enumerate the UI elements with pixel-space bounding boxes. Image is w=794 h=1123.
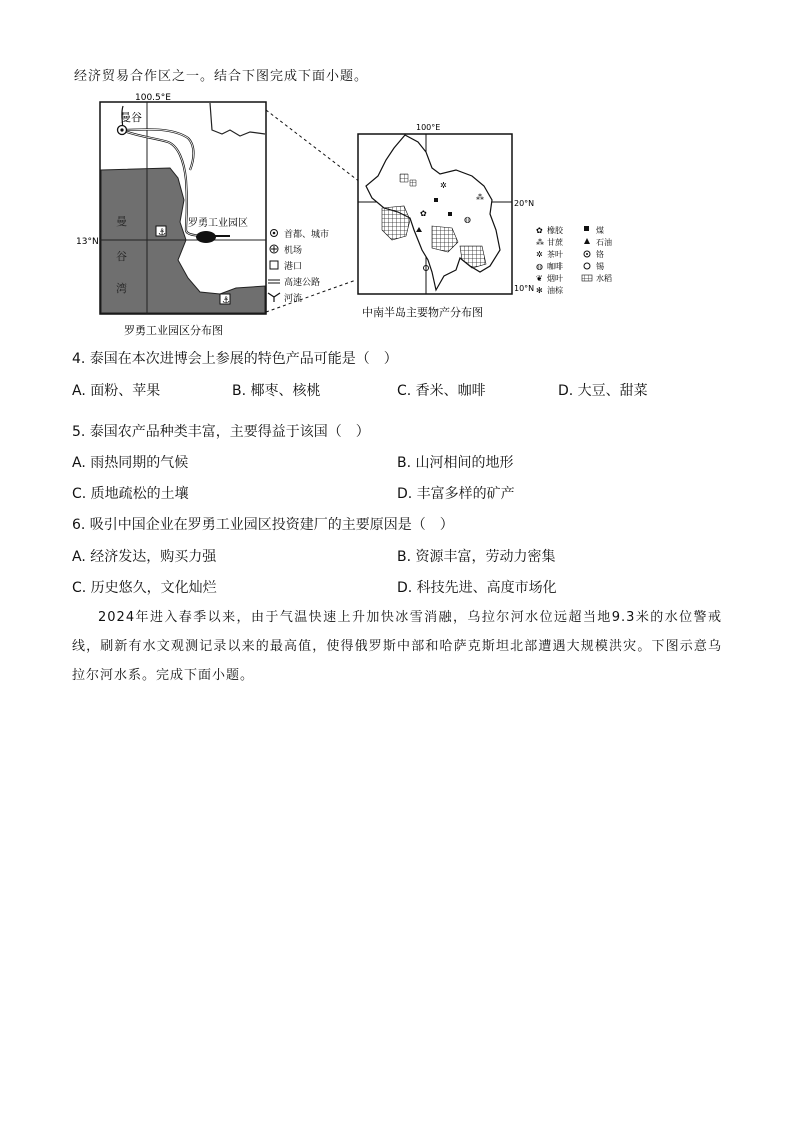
port-anchor-glyph: ⚓ <box>158 228 167 238</box>
question-5-option-b[interactable]: B. 山河相间的地形 <box>397 455 514 471</box>
coal-icon <box>448 212 452 216</box>
legend-label: 机场 <box>284 246 303 256</box>
question-5-option-c[interactable]: C. 质地疏松的土壤 <box>72 486 189 502</box>
legend-label: 橡胶 <box>547 226 563 235</box>
right-map <box>358 123 612 319</box>
legend-label: 甘蔗 <box>547 238 563 247</box>
sugarcane-icon: ⁂ <box>476 193 484 202</box>
question-6-option-a[interactable]: A. 经济发达，购买力强 <box>72 549 217 565</box>
tea-icon: ✲ <box>440 181 447 190</box>
coal-icon <box>434 198 438 202</box>
tea-icon: ✲ <box>536 250 543 259</box>
rice-icon <box>582 275 592 281</box>
question-6-option-d[interactable]: D. 科技先进、高度市场化 <box>397 580 557 596</box>
tobacco-icon: ❦ <box>536 274 543 283</box>
connector-line <box>266 110 360 182</box>
question-4-option-a[interactable]: A. 面粉、苹果 <box>72 383 161 399</box>
lat-label-bottom: 10°N <box>514 284 535 293</box>
legend-label: 高速公路 <box>284 278 321 288</box>
sugarcane-icon: ⁂ <box>536 238 544 247</box>
legend-label: 铬 <box>596 250 604 259</box>
question-4-option-b[interactable]: B. 椰枣、核桃 <box>232 383 321 399</box>
bangkok-city-dot <box>120 128 123 131</box>
lon-label: 100.5°E <box>135 93 171 103</box>
rubber-icon: ✿ <box>536 226 543 235</box>
legend-label: 港口 <box>284 262 303 272</box>
river-icon <box>268 293 280 302</box>
lat-label-top: 20°N <box>514 199 535 208</box>
gulf-char: 曼 <box>116 215 127 228</box>
left-map-caption: 罗勇工业园区分布图 <box>124 324 223 337</box>
question-5-option-d[interactable]: D. 丰富多样的矿产 <box>397 486 515 502</box>
passage-paragraph <box>72 603 722 690</box>
question-6-stem: 6. 吸引中国企业在罗勇工业园区投资建厂的主要原因是（ ） <box>72 517 454 533</box>
legend-label: 锡 <box>596 262 604 271</box>
industrial-park-marker <box>196 231 216 243</box>
question-6-option-b[interactable]: B. 资源丰富，劳动力密集 <box>397 549 556 565</box>
gulf-char: 谷 <box>116 250 127 263</box>
legend-label: 煤 <box>596 226 604 235</box>
lat-label: 13°N <box>76 237 99 247</box>
left-legend <box>268 228 329 304</box>
legend-label: 烟叶 <box>547 274 563 283</box>
legend-label: 河流 <box>284 294 303 304</box>
city-label: 曼谷 <box>120 111 142 124</box>
figure-maps <box>60 90 700 340</box>
paragraph-text: 2024年进入春季以来，由于气温快速上升加快冰雪消融，乌拉尔河水位远超当地9.3米的水位警戒线，刷新有水文观测记录以来的最高值，使得俄罗斯中部和哈萨克斯坦北部遭遇大规模洪灾。下图示意乌拉尔河水系。完成下面小题。 <box>72 610 722 683</box>
chromium-dot <box>586 253 588 255</box>
petroleum-icon <box>584 238 590 244</box>
capital-city-dot <box>273 232 276 235</box>
rubber-icon: ✿ <box>420 209 427 218</box>
question-5-stem: 5. 泰国农产品种类丰富，主要得益于该国（ ） <box>72 424 370 440</box>
question-4-stem: 4. 泰国在本次进博会上参展的特色产品可能是（ ） <box>72 351 398 367</box>
legend-label: 茶叶 <box>547 250 563 259</box>
legend-label: 油棕 <box>547 286 563 295</box>
park-label: 罗勇工业园区 <box>188 218 248 229</box>
right-map-caption: 中南半岛主要物产分布图 <box>362 306 483 319</box>
coal-icon <box>584 226 589 231</box>
coffee-icon: ◍ <box>536 262 543 271</box>
port-anchor-glyph: ⚓ <box>222 296 231 306</box>
legend-label: 咖啡 <box>547 262 563 271</box>
intro-text: 经济贸易合作区之一。结合下图完成下面小题。 <box>74 69 369 84</box>
oil-palm-icon: ✻ <box>536 286 543 295</box>
question-4-option-d[interactable]: D. 大豆、甜菜 <box>558 383 648 399</box>
question-6-option-c[interactable]: C. 历史悠久，文化灿烂 <box>72 580 217 596</box>
tin-icon <box>584 263 590 269</box>
right-legend <box>536 225 612 295</box>
legend-label: 首都、城市 <box>284 230 330 240</box>
maps-svg <box>60 90 700 340</box>
gulf-char: 湾 <box>116 282 127 295</box>
port-icon <box>270 261 278 269</box>
coffee-icon: ◍ <box>464 215 471 224</box>
legend-label: 水稻 <box>596 274 612 283</box>
legend-label: 石油 <box>596 238 612 247</box>
question-4-option-c[interactable]: C. 香米、咖啡 <box>397 383 486 399</box>
question-5-option-a[interactable]: A. 雨热同期的气候 <box>72 455 189 471</box>
highway-icon <box>268 280 280 283</box>
lon-label: 100°E <box>416 123 441 132</box>
